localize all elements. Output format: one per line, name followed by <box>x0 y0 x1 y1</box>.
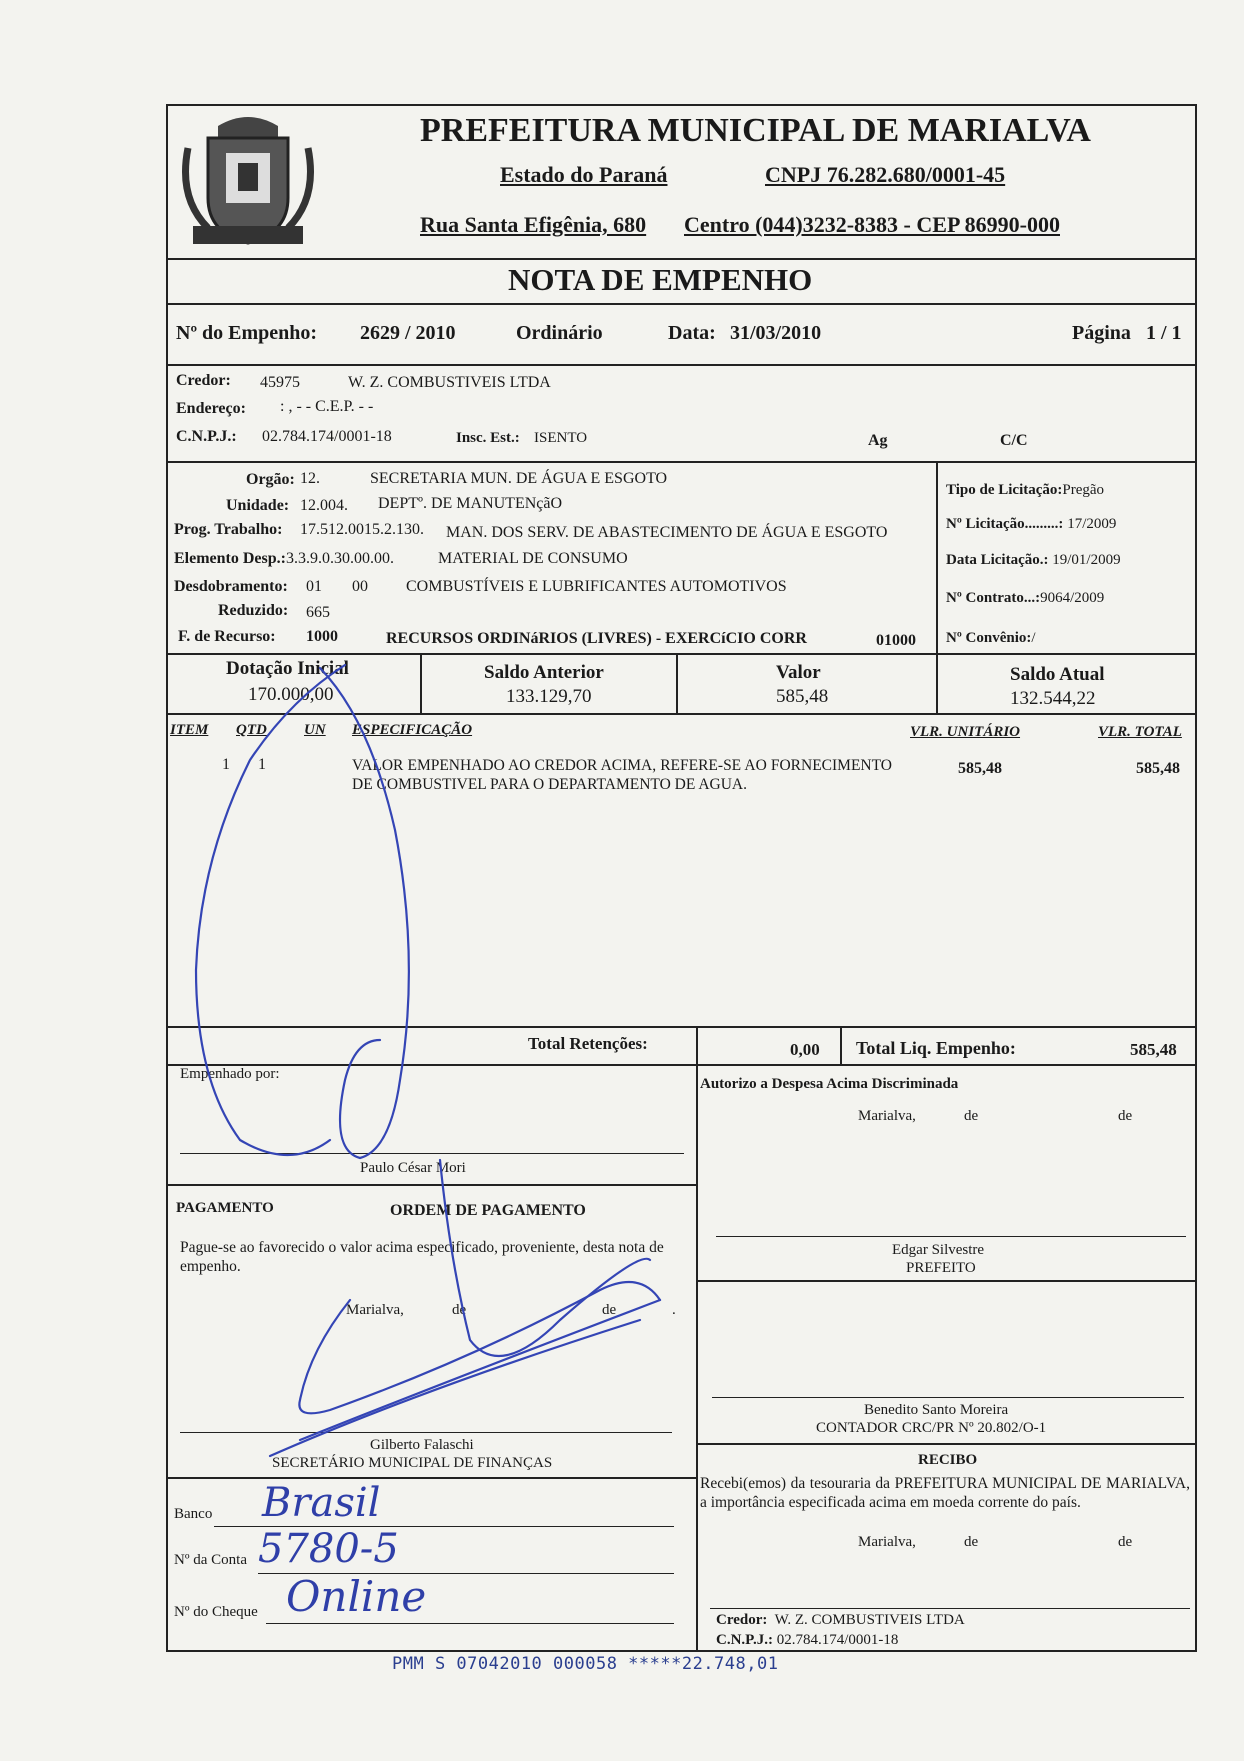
banco-label: Banco <box>174 1506 213 1522</box>
recibo-text: Recebi(emos) da tesouraria da PREFEITURA MUNICIPAL DE MARIALVA, a importância especificada acima em moeda corrente do país. <box>700 1475 1190 1511</box>
prog-name: MAN. DOS SERV. DE ABASTECIMENTO DE ÁGUA E ESGOTO <box>446 524 888 541</box>
state-name: Estado do Paraná <box>500 162 668 187</box>
cheque-label: Nº do Cheque <box>174 1604 258 1620</box>
pague-text: Pague-se ao favorecido o valor acima especificado, proveniente, desta nota de empenho. <box>180 1239 664 1275</box>
pay-city: Marialva, <box>346 1302 404 1318</box>
prefeito-title: PREFEITO <box>906 1260 976 1276</box>
unit-col-header: VLR. UNITÁRIO <box>910 724 1021 740</box>
total-col-header: VLR. TOTAL <box>1098 724 1182 740</box>
autorizo-city: Marialva, <box>858 1108 916 1124</box>
saldo-atual-value: 132.544,22 <box>1010 688 1096 709</box>
retencoes-label: Total Retenções: <box>528 1034 648 1053</box>
desdob-b: 00 <box>352 578 368 595</box>
autorizo-text: Autorizo a Despesa Acima Discriminada <box>700 1076 959 1092</box>
orgao-name: SECRETARIA MUN. DE ÁGUA E ESGOTO <box>370 470 668 487</box>
pay-de-1: de <box>452 1302 467 1318</box>
pagamento-label: PAGAMENTO <box>176 1200 274 1216</box>
elemento-name: MATERIAL DE CONSUMO <box>438 550 628 567</box>
convenio-numero: Nº Convênio:/ <box>946 630 1036 646</box>
item-number: 1 <box>222 756 230 773</box>
recurso-name: RECURSOS ORDINáRIOS (LIVRES) - EXERCíCIO CORR <box>386 630 807 647</box>
valor-label: Valor <box>776 662 821 683</box>
empenho-date: 31/03/2010 <box>730 322 822 344</box>
credor-address: : , - - C.E.P. - - <box>280 398 374 415</box>
payment-stamp: PMM S 07042010 000058 *****22.748,01 <box>392 1654 779 1674</box>
saldo-anterior-label: Saldo Anterior <box>484 662 604 683</box>
credor-code: 45975 <box>260 374 300 391</box>
prog-label: Prog. Trabalho: <box>174 521 283 538</box>
item-qty: 1 <box>258 756 266 773</box>
cnpj-label: C.N.P.J.: <box>176 428 237 445</box>
spec-col-header: ESPECIFICAÇÃO <box>352 722 473 738</box>
page-label: Página <box>1072 322 1131 344</box>
document-title: NOTA DE EMPENHO <box>508 262 813 297</box>
ag-label: Ag <box>868 432 888 449</box>
cheque-handwriting: Online <box>286 1572 427 1621</box>
credor-name: W. Z. COMBUSTIVEIS LTDA <box>348 374 551 391</box>
autorizo-de-2: de <box>1118 1108 1133 1124</box>
item-col-header: ITEM <box>170 722 209 738</box>
empenhado-label: Empenhado por: <box>180 1066 280 1082</box>
un-col-header: UN <box>304 722 326 738</box>
item-total-value: 585,48 <box>1136 760 1180 777</box>
desdob-a: 01 <box>306 578 322 595</box>
saldo-atual-label: Saldo Atual <box>1010 664 1105 685</box>
item-unit-value: 585,48 <box>958 760 1002 777</box>
footer-credor: Credor: W. Z. COMBUSTIVEIS LTDA <box>716 1612 965 1628</box>
insc-label: Insc. Est.: <box>456 430 520 446</box>
contador-title: CONTADOR CRC/PR Nº 20.802/O-1 <box>816 1420 1047 1436</box>
dotacao-value: 170.000,00 <box>248 684 334 705</box>
empenhado-name: Paulo César Mori <box>360 1160 466 1176</box>
unidade-code: 12.004. <box>300 497 348 514</box>
insc-value: ISENTO <box>534 430 588 446</box>
conta-label: Nº da Conta <box>174 1552 247 1568</box>
retencoes-value: 0,00 <box>790 1040 820 1059</box>
recibo-de-2: de <box>1118 1534 1133 1550</box>
valor-value: 585,48 <box>776 686 829 707</box>
address-label: Endereço: <box>176 400 246 417</box>
prog-code: 17.512.0015.2.130. <box>300 521 424 538</box>
desdob-name: COMBUSTÍVEIS E LUBRIFICANTES AUTOMOTIVOS <box>406 578 787 595</box>
recibo-de-1: de <box>964 1534 979 1550</box>
contador-name: Benedito Santo Moreira <box>864 1402 1009 1418</box>
licitacao-tipo: Tipo de Licitação:Pregão <box>946 482 1105 498</box>
item-spec: VALOR EMPENHADO AO CREDOR ACIMA, REFERE-SE AO FORNECIMENTO DE COMBUSTIVEL PARA O DEPARTAMENTO DE AGUA. <box>352 757 892 793</box>
secretario-name: Gilberto Falaschi <box>370 1437 474 1453</box>
orgao-label: Orgão: <box>246 471 295 488</box>
pay-dot: . <box>672 1302 676 1318</box>
banco-handwriting: Brasil <box>262 1480 381 1526</box>
credor-label: Credor: <box>176 372 231 389</box>
empenho-type: Ordinário <box>516 322 603 344</box>
empenho-number-label: Nº do Empenho: <box>176 322 318 344</box>
conta-handwriting: 5780-5 <box>258 1526 399 1572</box>
recurso-number: 01000 <box>876 632 916 649</box>
empenho-number: 2629 / 2010 <box>360 322 456 344</box>
secretario-title: SECRETÁRIO MUNICIPAL DE FINANÇAS <box>272 1455 553 1471</box>
credor-cnpj: 02.784.174/0001-18 <box>262 428 392 445</box>
recibo-city: Marialva, <box>858 1534 916 1550</box>
pay-de-2: de <box>602 1302 617 1318</box>
autorizo-de-1: de <box>964 1108 979 1124</box>
reduzido-label: Reduzido: <box>218 602 289 619</box>
prefeito-name: Edgar Silvestre <box>892 1242 985 1258</box>
unidade-label: Unidade: <box>226 497 290 514</box>
qtd-col-header: QTD <box>236 722 267 738</box>
municipality-title: PREFEITURA MUNICIPAL DE MARIALVA <box>420 112 1091 149</box>
recurso-label: F. de Recurso: <box>178 628 276 645</box>
elemento-label: Elemento Desp.: <box>174 550 286 567</box>
dotacao-label: Dotação Inicial <box>226 658 349 679</box>
ordem-pagamento: ORDEM DE PAGAMENTO <box>390 1202 586 1219</box>
recibo-label: RECIBO <box>918 1452 978 1468</box>
saldo-anterior-value: 133.129,70 <box>506 686 592 707</box>
unidade-name: DEPTº. DE MANUTENçãO <box>378 495 563 512</box>
licitacao-numero: Nº Licitação.........: 17/2009 <box>946 516 1117 532</box>
page-number: 1 / 1 <box>1146 322 1182 344</box>
orgao-code: 12. <box>300 470 320 487</box>
cc-label: C/C <box>1000 432 1028 449</box>
empenho-date-label: Data: <box>668 322 716 344</box>
total-liq-label: Total Liq. Empenho: <box>856 1038 1016 1058</box>
header-address: Rua Santa Efigênia, 680 <box>420 212 647 237</box>
header-contact: Centro (044)3232-8383 - CEP 86990-000 <box>684 212 1060 237</box>
contrato-numero: Nº Contrato...:9064/2009 <box>946 590 1105 606</box>
licitacao-data: Data Licitação.: 19/01/2009 <box>946 552 1121 568</box>
desdob-label: Desdobramento: <box>174 578 288 595</box>
total-liq-value: 585,48 <box>1130 1040 1177 1059</box>
footer-cnpj: C.N.P.J.: 02.784.174/0001-18 <box>716 1632 899 1648</box>
recurso-code: 1000 <box>306 628 338 645</box>
header-cnpj: CNPJ 76.282.680/0001-45 <box>765 162 1006 187</box>
reduzido-value: 665 <box>306 604 330 621</box>
elemento-code: 3.3.9.0.30.00.00. <box>286 550 394 567</box>
